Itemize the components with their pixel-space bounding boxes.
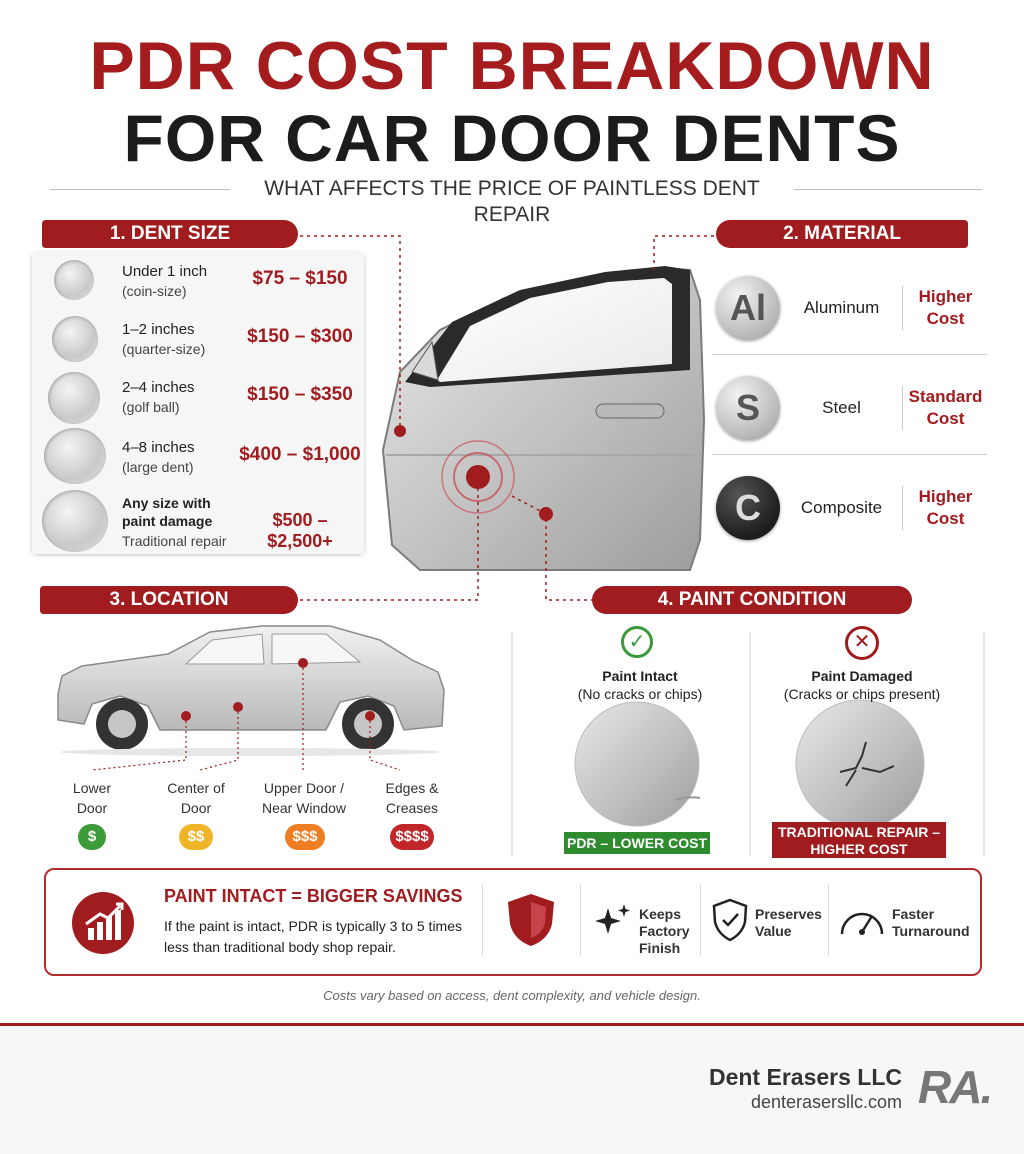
- dent-size-table: [32, 252, 364, 554]
- brand-url[interactable]: denterasersllc.com: [750, 1092, 902, 1112]
- material-cost: Higher Cost: [902, 286, 988, 330]
- material-row: [712, 364, 987, 455]
- footnote: Costs vary based on access, dent complexity, and vehicle design.: [323, 988, 701, 1003]
- dent-size-price: $150 – $350: [247, 384, 353, 405]
- shield-check-icon: [712, 898, 748, 947]
- material-name: Steel: [822, 398, 861, 417]
- dent-size-sub: (quarter-size): [122, 341, 206, 357]
- paint-damaged-sub: (Cracks or chips present): [783, 686, 941, 702]
- speedometer-icon: [838, 902, 886, 943]
- section-heading-location: 3. LOCATION: [40, 586, 298, 614]
- paint-intact-title: Paint Intact: [602, 668, 678, 684]
- dent-size-price: $75 – $150: [252, 268, 348, 289]
- cost-badge-high: $$$: [285, 824, 325, 850]
- growth-chart-icon: [72, 892, 134, 954]
- damaged-panel-image: [796, 700, 924, 828]
- dent-size-row: [32, 252, 364, 311]
- section-heading-dent-size: 1. DENT SIZE: [42, 220, 298, 248]
- dent-size-sub: Traditional repair: [122, 533, 227, 549]
- check-icon: ✓: [621, 626, 653, 658]
- dent-size-row: [32, 310, 364, 369]
- material-name: Composite: [800, 498, 883, 517]
- dent-size-label: 1–2 inches: [122, 321, 195, 338]
- sparkle-icon: [594, 902, 634, 943]
- dent-swatch-icon: [48, 372, 100, 424]
- dent-swatch-icon: [52, 316, 98, 362]
- paint-damaged-tag: TRADITIONAL REPAIR – HIGHER COST: [772, 822, 946, 858]
- cracked-dent-icon: [42, 490, 108, 552]
- dent-size-price: $400 – $1,000: [239, 444, 361, 465]
- paint-intact-tag: PDR – LOWER COST: [564, 832, 710, 854]
- savings-heading: PAINT INTACT = BIGGER SAVINGS: [164, 886, 463, 906]
- dent-size-price: $150 – $300: [247, 326, 353, 347]
- paint-intact-sub: (No cracks or chips): [577, 686, 703, 702]
- dent-size-price: $500 – $2,500+: [267, 510, 333, 551]
- section-heading-material: 2. MATERIAL: [716, 220, 968, 248]
- feature-preserves-value: Preserves Value: [755, 906, 822, 939]
- cost-badge-medium: $$: [179, 824, 213, 850]
- cost-badge-highest: $$$$: [390, 824, 434, 850]
- material-row: [712, 264, 987, 355]
- paint-damaged-title: Paint Damaged: [811, 668, 913, 684]
- dent-size-sub: (golf ball): [122, 399, 180, 415]
- dent-size-label: Under 1 inch: [122, 263, 208, 280]
- dent-size-sub: (coin-size): [122, 283, 187, 299]
- dent-size-label: paint damage: [122, 513, 213, 529]
- feature-keeps-finish: Keeps Factory Finish: [639, 906, 690, 956]
- location-label-edges: Edges & Creases: [385, 780, 439, 816]
- x-icon: ✕: [845, 626, 879, 660]
- feature-faster-turnaround: Faster Turnaround: [892, 906, 970, 939]
- location-label-upper-door: Upper Door / Near Window: [261, 780, 347, 816]
- page-subtitle: WHAT AFFECTS THE PRICE OF PAINTLESS DENT REPAIR: [264, 177, 760, 226]
- savings-text: If the paint is intact, PDR is typically 3 to 5 times less than traditional body shop repair.: [164, 918, 463, 955]
- page-title-line1: PDR COST BREAKDOWN: [89, 28, 935, 104]
- cost-badge-low: $: [78, 824, 106, 850]
- dent-size-sub: (large dent): [122, 459, 194, 475]
- aluminum-icon: Al: [716, 276, 780, 340]
- dent-size-row: [32, 426, 364, 487]
- section-heading-paint-condition: 4. PAINT CONDITION: [592, 586, 912, 614]
- brand-name: Dent Erasers LLC: [708, 1064, 902, 1090]
- intact-panel-image: [575, 702, 699, 826]
- brand-logo: RA.: [918, 1061, 992, 1113]
- location-label-lower-door: Lower Door: [72, 780, 112, 816]
- material-row: [712, 464, 987, 554]
- page-title-line2: FOR CAR DOOR DENTS: [123, 101, 901, 175]
- material-cost: Higher Cost: [902, 486, 988, 530]
- door-handle: [596, 404, 664, 418]
- material-name: Aluminum: [803, 298, 880, 317]
- dent-swatch-icon: [54, 260, 94, 300]
- shield-icon: [506, 892, 556, 953]
- material-cost: Standard Cost: [902, 386, 988, 430]
- dent-size-label: Any size with: [122, 495, 211, 511]
- dent-size-label: 2–4 inches: [122, 379, 195, 396]
- composite-icon: C: [716, 476, 780, 540]
- dent-size-label: 4–8 inches: [122, 439, 195, 456]
- dent-size-row: [32, 368, 364, 427]
- dent-size-row: [32, 486, 364, 554]
- steel-icon: S: [716, 376, 780, 440]
- dent-swatch-icon: [44, 428, 106, 484]
- door-window: [437, 278, 672, 382]
- location-label-center-door: Center of Door: [167, 780, 225, 816]
